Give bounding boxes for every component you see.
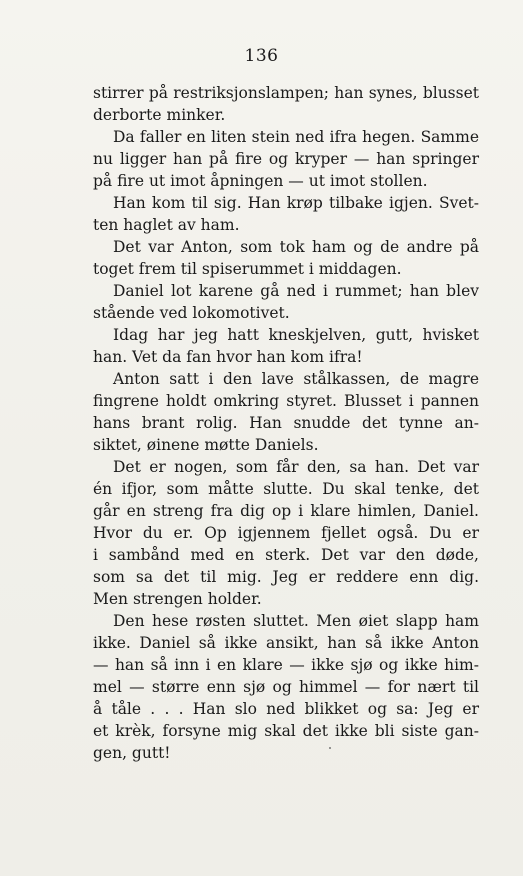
text-line: siktet, øinene møtte Daniels. (93, 436, 319, 454)
text-line: gen, gutt! (93, 744, 171, 762)
text-line: derborte minker. (93, 106, 226, 124)
text-line: Det er nogen, som får den, sa han. Det var (113, 458, 479, 476)
page-number: 136 (244, 46, 279, 66)
text-line: som sa det til mig. Jeg er reddere enn dig. (93, 568, 479, 586)
text-line: han. Vet da fan hvor han kom ifra! (93, 348, 363, 366)
text-line: toget frem til spiserummet i middagen. (93, 260, 402, 278)
text-line: nu ligger han på fire og kryper — han springer (93, 150, 479, 168)
paper-speck (329, 747, 331, 749)
text-line: hans brant rolig. Han snudde det tynne an- (93, 414, 479, 432)
text-line: Anton satt i den lave stålkassen, de magre (113, 370, 479, 388)
text-line: Den hese røsten sluttet. Men øiet slapp ham (113, 612, 479, 630)
text-line: ten haglet av ham. (93, 216, 240, 234)
text-line: Han kom til sig. Han krøp tilbake igjen. Svet- (113, 194, 479, 212)
text-line: Daniel lot karene gå ned i rummet; han blev (113, 282, 479, 300)
text-line: ikke. Daniel så ikke ansikt, han så ikke Anton (93, 634, 479, 652)
text-line: fingrene holdt omkring styret. Blusset i pannen (93, 392, 479, 410)
text-line: på fire ut imot åpningen — ut imot stollen. (93, 172, 428, 190)
text-line: stirrer på restriksjonslampen; han synes, blusset (93, 84, 479, 102)
body-text (93, 82, 479, 764)
text-line: i sambånd med en sterk. Det var den døde, (93, 546, 479, 564)
text-line: — han så inn i en klare — ikke sjø og ikke him- (93, 656, 479, 674)
text-line: Idag har jeg hatt kneskjelven, gutt, hvisket (113, 326, 479, 344)
text-line: stående ved lokomotivet. (93, 304, 290, 322)
text-line: én ifjor, som måtte slutte. Du skal tenke, det (93, 480, 479, 498)
text-line: går en streng fra dig op i klare himlen, Daniel. (93, 502, 479, 520)
text-line: å tåle . . . Han slo ned blikket og sa: Jeg er (93, 700, 479, 718)
text-line: Hvor du er. Op igjennem fjellet også. Du er (93, 524, 479, 542)
text-line: mel — større enn sjø og himmel — for nært til (93, 678, 479, 696)
text-line: Men strengen holder. (93, 590, 262, 608)
text-line: Det var Anton, som tok ham og de andre på (113, 238, 479, 256)
text-line: Da faller en liten stein ned ifra hegen. Samme (113, 128, 479, 146)
text-line: et krèk, forsyne mig skal det ikke bli siste gan- (93, 722, 479, 740)
